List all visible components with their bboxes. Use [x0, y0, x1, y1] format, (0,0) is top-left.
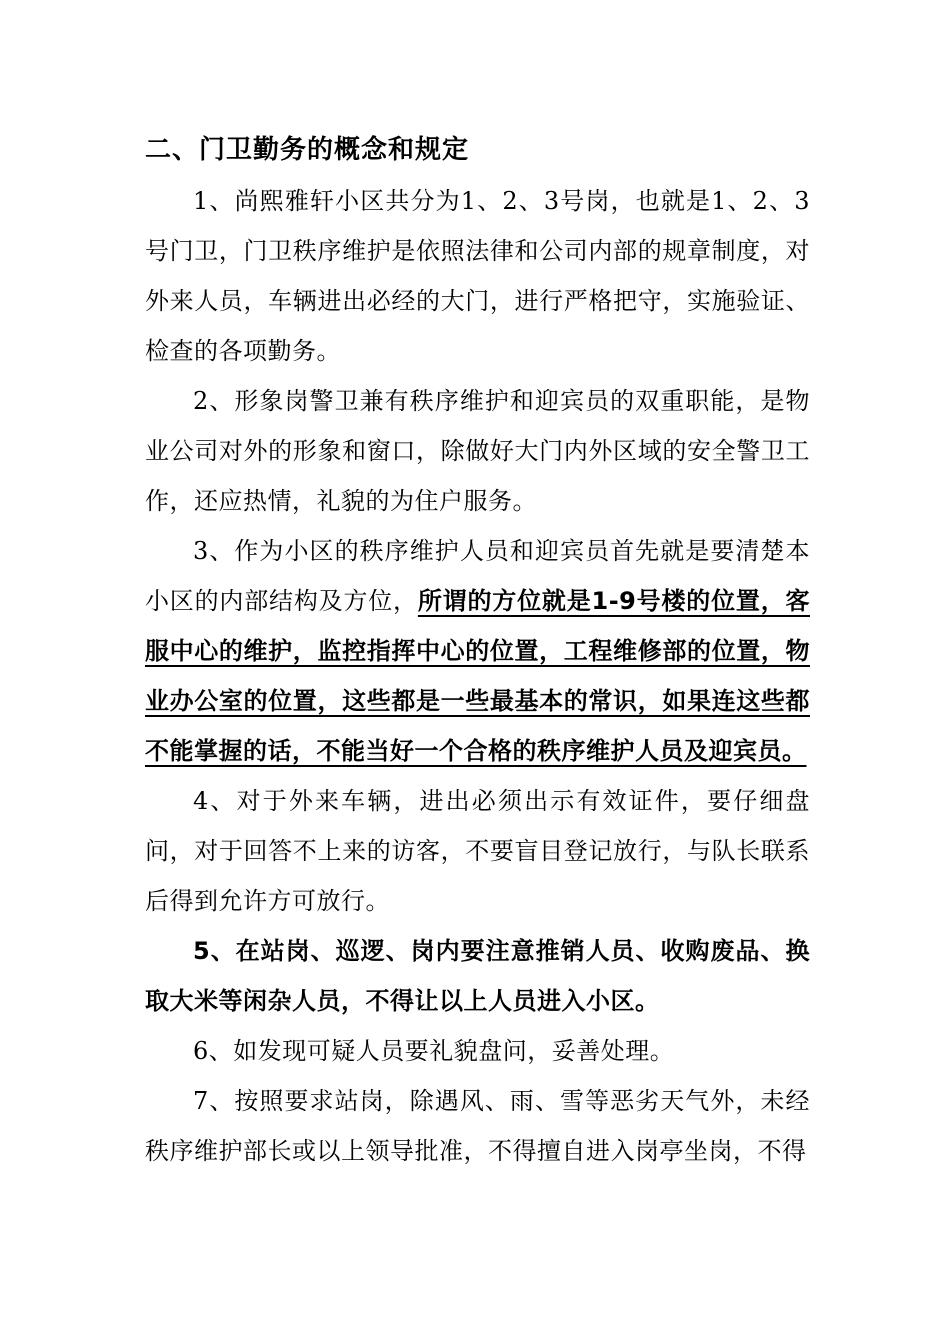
paragraph-3: [145, 526, 810, 776]
paragraph-7: 7、按照要求站岗，除遇风、雨、雪等恶劣天气外，未经秩序维护部长或以上领导批准，不得擅自进入岗亭坐岗，不得: [145, 1087, 810, 1165]
paragraph-1: 1、尚熙雅轩小区共分为1、2、3号岗，也就是1、2、3号门卫，门卫秩序维护是依照法律和公司内部的规章制度，对外来人员，车辆进出必经的大门，进行严格把守，实施验证、检查的各项勤务。: [145, 187, 810, 365]
paragraph-4: 4、对于外来车辆，进出必须出示有效证件，要仔细盘问，对于回答不上来的访客，不要盲目登记放行，与队长联系后得到允许方可放行。: [145, 787, 810, 915]
paragraph-5: 5、在站岗、巡逻、岗内要注意推销人员、收购废品、换取大米等闲杂人员，不得让以上人员进入小区。: [145, 937, 810, 1015]
paragraph-3-emphasis: 所谓的方位就是1-9号楼的位置，客服中心的维护，监控指挥中心的位置，工程维修部的位置，物业办公室的位置，这些都是一些最基本的常识，如果连这些都不能掌握的话，不能当好一个合格的秩序维护人员及迎宾员。: [145, 587, 811, 765]
paragraph-6: 6、如发现可疑人员要礼貌盘问，妥善处理。: [193, 1037, 675, 1065]
section-heading: 二、门卫勤务的概念和规定: [145, 135, 470, 165]
document-page: [145, 124, 810, 1176]
paragraph-2: 2、形象岗警卫兼有秩序维护和迎宾员的双重职能，是物业公司对外的形象和窗口，除做好大门内外区域的安全警卫工作，还应热情，礼貌的为住户服务。: [145, 387, 810, 515]
paragraph-3-plain: 3、作为小区的秩序维护人员和迎宾员首先就是要清楚本小区的内部结构及方位，: [145, 537, 810, 615]
